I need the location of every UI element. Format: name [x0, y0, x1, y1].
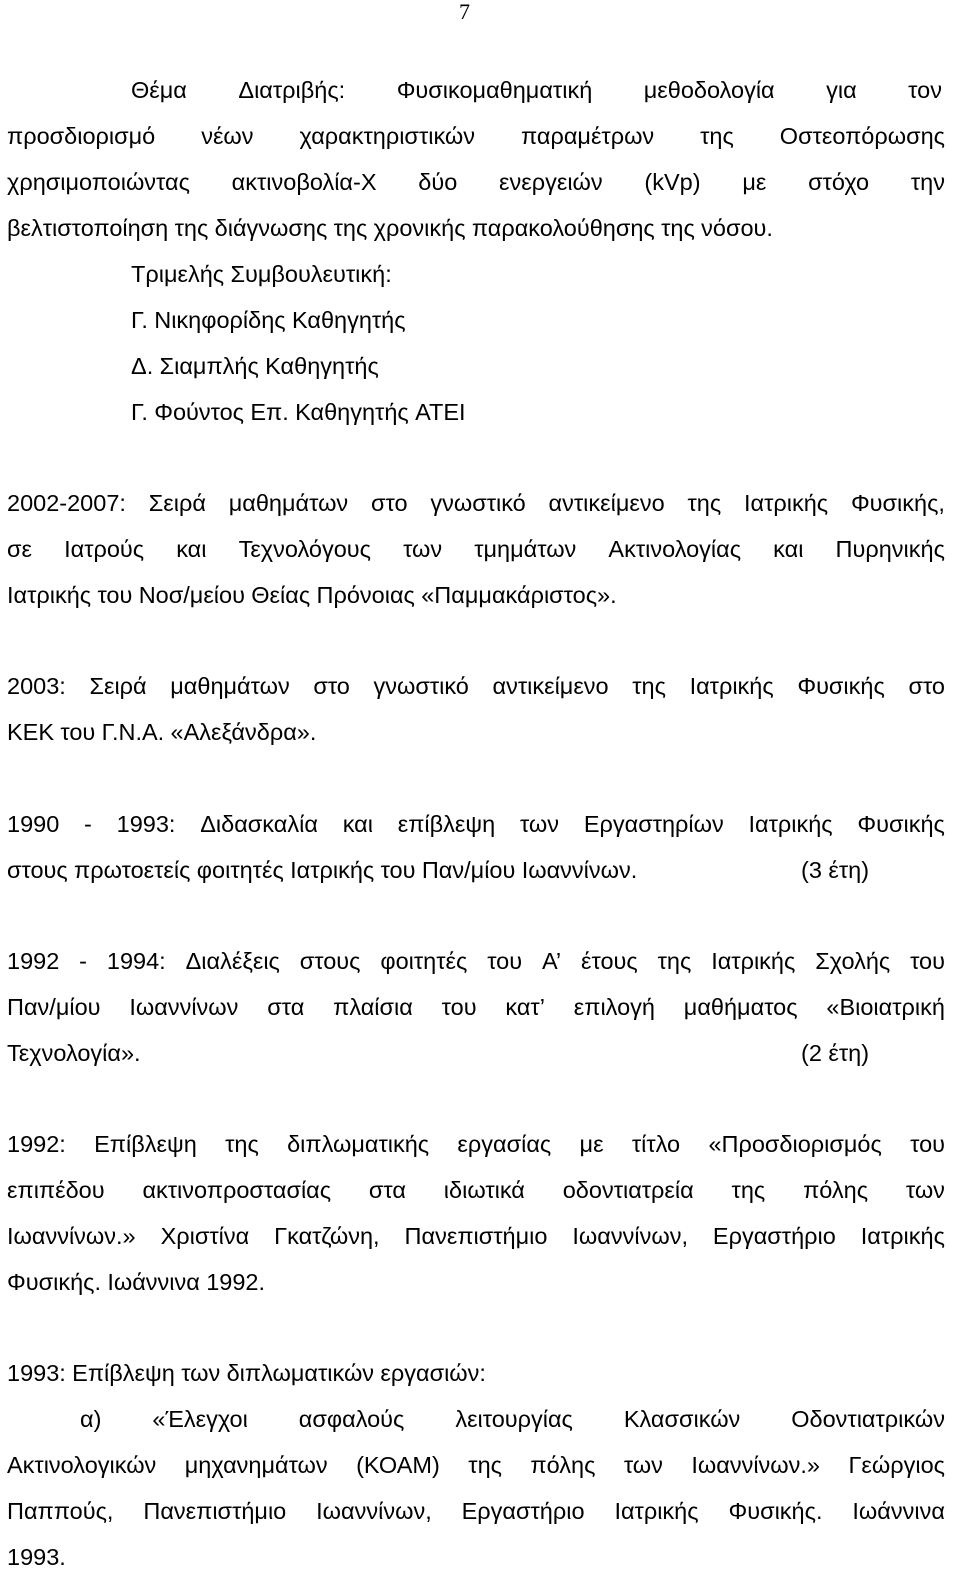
committee-title: Τριμελής Συμβουλευτική:	[131, 261, 392, 287]
entry-1990-duration: (3 έτη)	[801, 857, 870, 883]
entry-1992-94-line-2: Παν/μίου Ιωαννίνων στα πλαίσια του κατ’ επιλογή μαθήματος «Βιοιατρική	[7, 994, 945, 1020]
entry-1993-line-2: α) «Έλεγχοι ασφαλούς λειτουργίας Κλασσικών Οδοντιατρικών	[80, 1406, 945, 1432]
entry-1992-94-line-1: 1992 - 1994: Διαλέξεις στους φοιτητές του Α’ έτους της Ιατρικής Σχολής του	[7, 948, 945, 974]
entry-1992-line-4: Φυσικής. Ιωάννινα 1992.	[7, 1269, 266, 1295]
entry-2003-line-1: 2003: Σειρά μαθημάτων στο γνωστικό αντικείμενο της Ιατρικής Φυσικής στο	[7, 673, 945, 699]
entry-2003-line-2: ΚΕΚ του Γ.Ν.Α. «Αλεξάνδρα».	[7, 719, 317, 745]
entry-1990-line-1: 1990 - 1993: Διδασκαλία και επίβλεψη των Εργαστηρίων Ιατρικής Φυσικής	[7, 811, 945, 837]
entry-1990-line-2	[7, 855, 945, 885]
entry-1992-94-line-3-text: Τεχνολογία».	[7, 1040, 141, 1066]
entry-1993-line-1: 1993: Επίβλεψη των διπλωματικών εργασιών:	[7, 1360, 486, 1386]
page-number: 7	[459, 0, 470, 24]
entry-1993-line-4: Παππούς, Πανεπιστήμιο Ιωαννίνων, Εργαστήριο Ιατρικής Φυσικής. Ιωάννινα	[7, 1498, 945, 1524]
entry-1990-line-2-text: στους πρωτοετείς φοιτητές Ιατρικής του Παν/μίου Ιωαννίνων.	[7, 857, 638, 883]
entry-1992-line-2: επιπέδου ακτινοπροστασίας στα ιδιωτικά οδοντιατρεία της πόλης των	[7, 1177, 945, 1203]
thesis-line-2: προσδιορισμό νέων χαρακτηριστικών παραμέτρων της Οστεοπόρωσης	[7, 123, 945, 149]
entry-1993-line-3: Ακτινολογικών μηχανημάτων (ΚΟΑΜ) της πόλης των Ιωαννίνων.» Γεώργιος	[7, 1452, 945, 1478]
committee-member-1: Γ. Νικηφορίδης Καθηγητής	[131, 307, 406, 333]
entry-2002-line-1: 2002-2007: Σειρά μαθημάτων στο γνωστικό αντικείμενο της Ιατρικής Φυσικής,	[7, 490, 945, 516]
entry-1992-line-1: 1992: Επίβλεψη της διπλωματικής εργασίας με τίτλο «Προσδιορισμός του	[7, 1131, 945, 1157]
entry-2002-line-2: σε Ιατρούς και Τεχνολόγους των τμημάτων Ακτινολογίας και Πυρηνικής	[7, 536, 945, 562]
committee-member-2: Δ. Σιαμπλής Καθηγητής	[131, 353, 379, 379]
entry-1992-94-duration: (2 έτη)	[801, 1040, 870, 1066]
thesis-line-4: βελτιστοποίηση της διάγνωσης της χρονικής παρακολούθησης της νόσου.	[7, 215, 773, 241]
thesis-line-1: Θέμα Διατριβής: Φυσικομαθηματική μεθοδολογία για τον	[131, 77, 942, 103]
committee-member-3: Γ. Φούντος Επ. Καθηγητής ΑΤΕΙ	[131, 399, 466, 425]
entry-1992-94-line-3	[7, 1038, 945, 1068]
entry-1993-line-5: 1993.	[7, 1544, 66, 1570]
entry-2002-line-3: Ιατρικής του Νοσ/μείου Θείας Πρόνοιας «Παμμακάριστος».	[7, 582, 617, 608]
thesis-line-3: χρησιμοποιώντας ακτινοβολία-X δύο ενεργειών (kVp) με στόχο την	[7, 169, 945, 195]
entry-1992-line-3: Ιωαννίνων.» Χριστίνα Γκατζώνη, Πανεπιστήμιο Ιωαννίνων, Εργαστήριο Ιατρικής	[7, 1223, 945, 1249]
